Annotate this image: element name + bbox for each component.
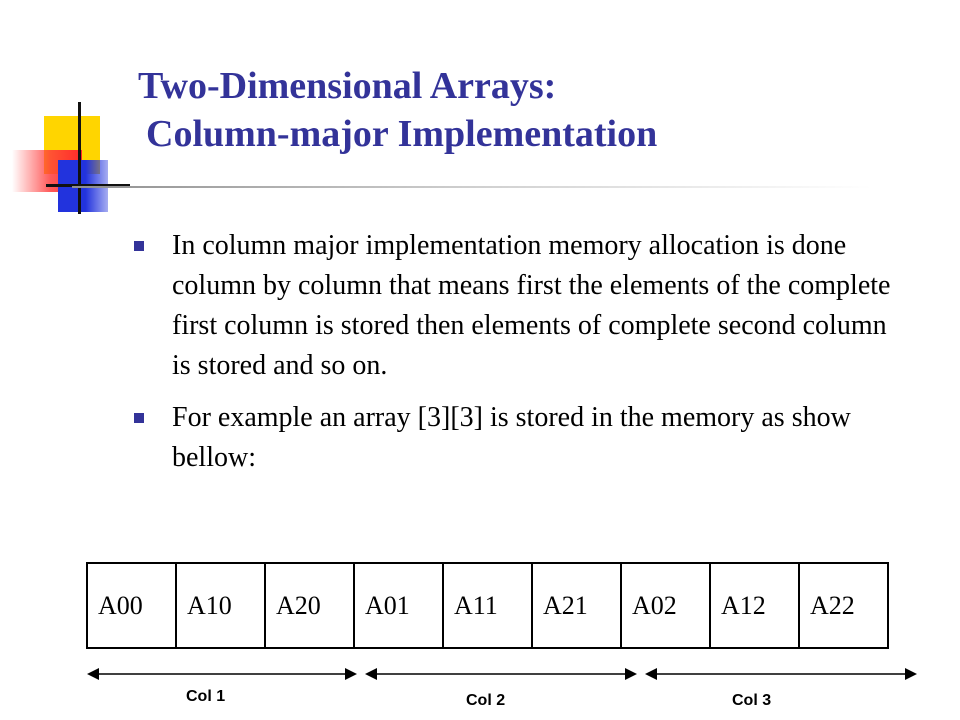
bullet-square-icon: [134, 413, 144, 423]
bullet-list: [134, 226, 904, 490]
bullet-text: For example an array [3][3] is stored in the memory as show bellow:: [172, 402, 851, 473]
memory-cell: A10: [176, 563, 265, 648]
slide-title: [138, 62, 657, 158]
memory-cell: A20: [265, 563, 354, 648]
memory-cell: A00: [87, 563, 176, 648]
column-span-arrows: [0, 660, 960, 690]
memory-layout-table: [86, 562, 889, 649]
bullet-text: In column major implementation memory allocation is done column by column that means first the elements of the complete first column is stored then elements of complete second column is stored and so on.: [172, 230, 891, 381]
memory-cell: A11: [443, 563, 532, 648]
memory-cell: A02: [621, 563, 710, 648]
logo-vertical-line: [78, 102, 81, 214]
memory-cell: A01: [354, 563, 443, 648]
slide-title-line-2: Column-major Implementation: [146, 113, 658, 155]
bullet-item: [134, 398, 904, 478]
col-3-label: Col 3: [732, 692, 772, 709]
slide-logo-decoration: [0, 0, 140, 230]
bullet-square-icon: [134, 241, 144, 251]
memory-cell: A22: [799, 563, 888, 648]
table-row: [87, 563, 888, 648]
title-underline: [72, 186, 872, 188]
slide-title-line-1: Two-Dimensional Arrays:: [138, 65, 557, 107]
col-2-label: Col 2: [466, 692, 506, 709]
memory-cell: A21: [532, 563, 621, 648]
bullet-item: [134, 226, 904, 386]
memory-cell: A12: [710, 563, 799, 648]
col-1-label: Col 1: [186, 688, 226, 705]
